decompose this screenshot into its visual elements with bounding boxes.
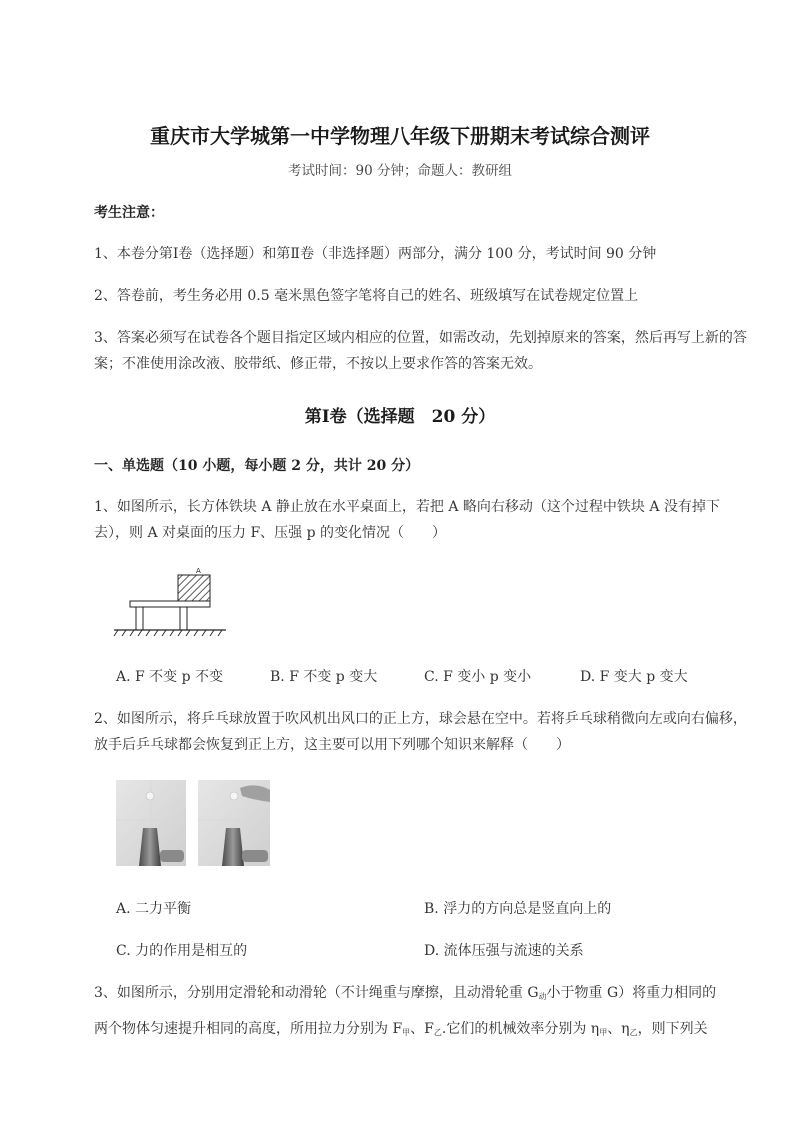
page-title: 重庆市大学城第一中学物理八年级下册期末考试综合测评	[150, 124, 650, 148]
question-1-option-b: B. F 不变 p 变大	[270, 669, 378, 685]
table-leg-right	[180, 607, 187, 630]
question-1-figure	[110, 562, 230, 646]
section-title: 第Ⅰ卷（选择题 20 分）	[304, 407, 496, 427]
question-2-option-d: D. 流体压强与流速的关系	[424, 943, 584, 959]
question-3-line-1: 3、如图所示，分别用定滑轮和动滑轮（不计绳重与摩擦，且动滑轮重 $G_动$小于物重 G）将重力相同的	[94, 985, 717, 1001]
table-leg-left	[136, 607, 143, 630]
question-1-option-a: A. F 不变 p 不变	[116, 669, 224, 685]
notice-item-3: 3、答案必须写在试卷各个题目指定区域内相应的位置，如需改动，先划掉原来的答案，然后再写上新的答案；不准使用涂改液、胶带纸、修正带，不按以上要求作答的答案无效。	[94, 330, 747, 372]
block-a	[178, 575, 210, 601]
notice-heading: 考生注意：	[94, 205, 164, 221]
question-3-line-2: 两个物体匀速提升相同的高度，所用拉力分别为 $F_甲$、$F_乙$.它们的机械效率分别为 $\eta_甲$、$\eta_乙$，则下列关	[94, 1021, 708, 1037]
ping-pong-ball	[230, 792, 238, 800]
question-3-stem	[94, 980, 754, 1046]
table-top	[130, 601, 210, 607]
question-1-option-d: D. F 变大 p 变大	[580, 669, 688, 685]
page-subtitle: 考试时间：90 分钟；命题人：教研组	[288, 163, 512, 179]
photo-right	[198, 780, 270, 866]
table-block-diagram	[110, 562, 230, 642]
ping-pong-ball	[146, 792, 154, 800]
ground-hatch	[114, 630, 222, 636]
notice-item-2: 2、答卷前，考生务必用 0.5 毫米黑色签字笔将自己的姓名、班级填写在试卷规定位置上	[94, 288, 639, 304]
block-label: A	[196, 567, 201, 575]
question-2-figure	[116, 780, 270, 870]
notice-item-1: 1、本卷分第Ⅰ卷（选择题）和第Ⅱ卷（非选择题）两部分，满分 100 分，考试时间 90 分钟	[94, 246, 657, 262]
question-1-option-c: C. F 变小 p 变小	[424, 669, 532, 685]
question-1-stem: 1、如图所示，长方体铁块 A 静止放在水平桌面上，若把 A 略向右移动（这个过程中铁块 A 没有掉下去），则 A 对桌面的压力 F、压强 p 的变化情况（ ）	[94, 499, 720, 541]
part-title: 一、单选题（10 小题，每小题 2 分，共计 20 分）	[94, 458, 420, 474]
photo-left	[116, 780, 186, 866]
question-2-option-c: C. 力的作用是相互的	[116, 943, 248, 959]
question-2-stem: 2、如图所示，将乒乓球放置于吹风机出风口的正上方，球会悬在空中。若将乒乓球稍微向左或向右偏移，放手后乒乓球都会恢复到正上方，这主要可以用下列哪个知识来解释（ ）	[94, 711, 747, 753]
hair-dryer-photos	[116, 780, 270, 866]
question-2-option-a: A. 二力平衡	[116, 901, 192, 917]
question-2-option-b: B. 浮力的方向总是竖直向上的	[424, 901, 612, 917]
